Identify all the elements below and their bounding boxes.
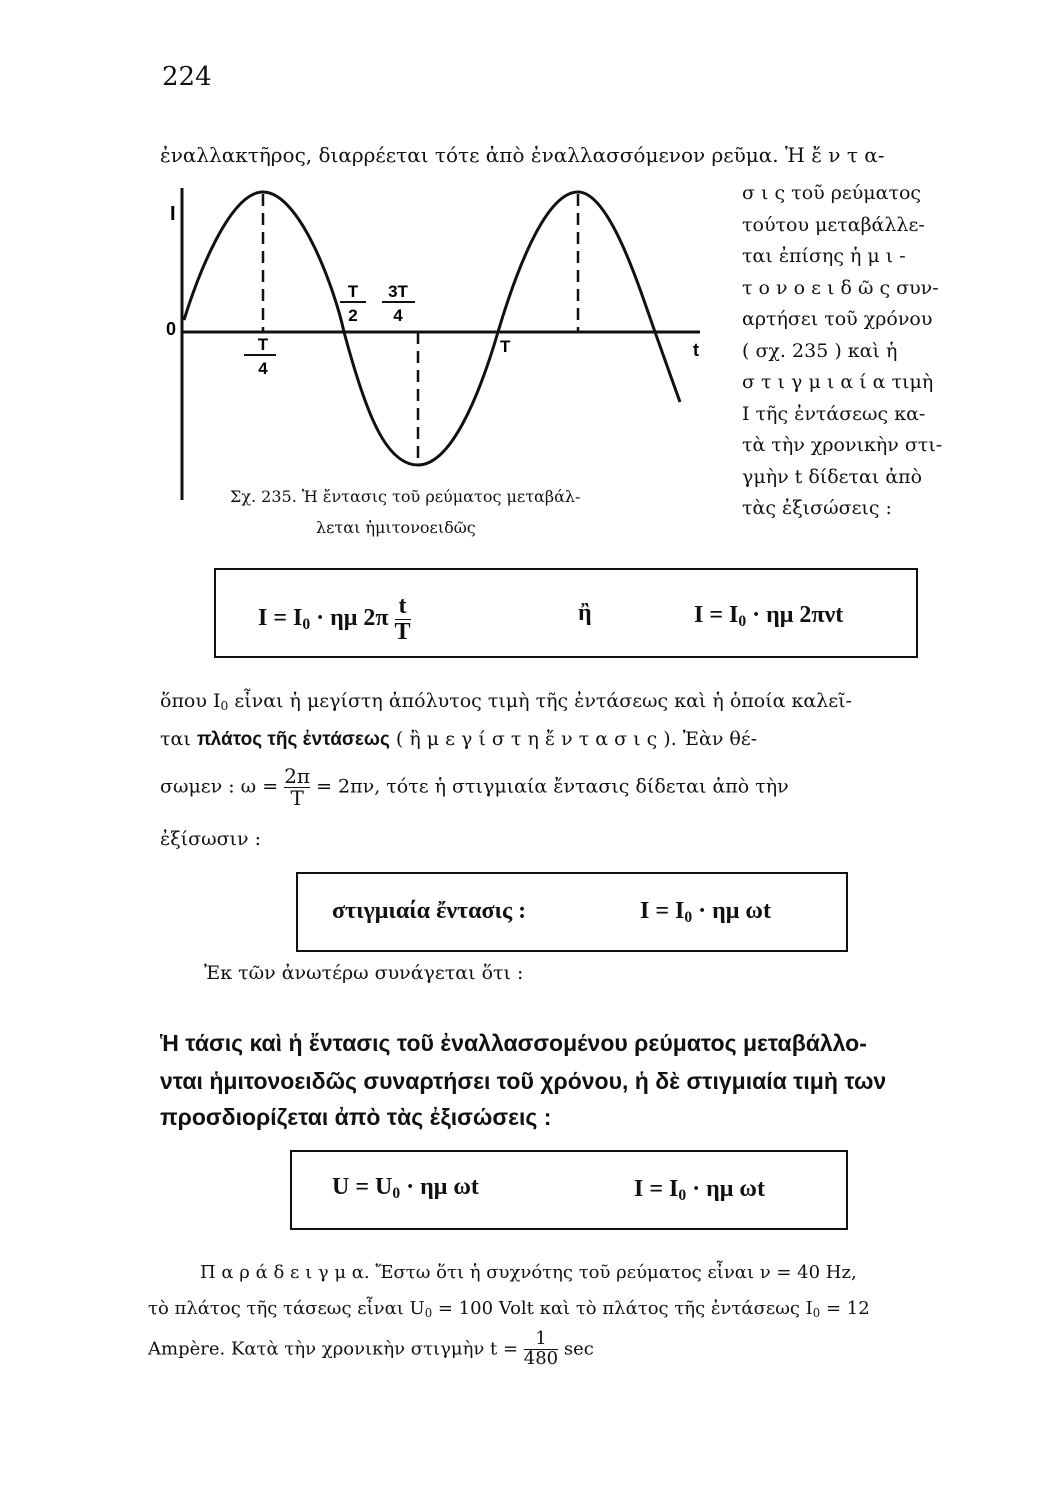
frac-t4-den: 4 [258, 359, 268, 378]
sine-wave-figure [160, 180, 700, 510]
formula1-left [258, 594, 411, 645]
para1-line2: ται πλάτος τῆς ἐντάσεως ( ἢ μ ε γ ί σ τ η ἔ ν τ α σ ι ς ). Ἐὰν θέ- [160, 728, 758, 750]
formula1-sub: 0 [302, 616, 311, 634]
side-line: τὰ τὴν χρονικὴν στι- [742, 434, 943, 456]
para1-line4: ἐξίσωσιν : [160, 828, 261, 850]
side-line: αρτήσει τοῦ χρόνου [742, 308, 933, 330]
side-text [742, 182, 982, 529]
example-line3: Ampère. Κατὰ τὴν χρονικὴν στιγμὴν t = $\frac{1}{480}$ sec [148, 1328, 594, 1369]
formula1-fraction: $\frac{t}{T}$ [394, 593, 411, 646]
formula-box-1 [214, 568, 918, 658]
formula-box-3 [290, 1150, 848, 1230]
formula2-equation: $I = I_0 \cdot \eta\mu$ ωt [640, 898, 771, 926]
formula1-mid: · ημ 2π [310, 605, 395, 632]
frac-t4-num: T [257, 335, 269, 354]
bold-para-line1: Ἡ τάσις καὶ ἡ ἔντασις τοῦ ἐναλλασσομένου ρεύματος μεταβάλλο- [160, 1030, 867, 1056]
frac-t2-num: T [347, 282, 359, 301]
frac-3t4-num: 3T [388, 282, 408, 301]
page-number: 224 [162, 62, 212, 92]
label-period-t: T [500, 337, 511, 356]
conclusion-intro: Ἐκ τῶν ἀνωτέρω συνάγεται ὅτι : [204, 962, 524, 984]
frac-t2-den: 2 [348, 306, 358, 325]
frac-3t4-den: 4 [393, 306, 403, 325]
axis-label-origin: 0 [166, 319, 177, 339]
para1-line3: σωμεν : ω = $\frac{2\pi}{T}$ = 2πν, τότε ἡ στιγμιαία ἔντασις δίδεται ἀπὸ τὴν [160, 764, 789, 810]
sine-curve [184, 192, 680, 465]
bold-para-line2: νται ἡμιτονοειδῶς συναρτήσει τοῦ χρόνου, ἡ δὲ στιγμιαία τιμὴ των [160, 1068, 887, 1094]
example-line1: Π α ρ ά δ ε ι γ μ α. Ἔστω ὅτι ἡ συχνότης τοῦ ρεύματος εἶναι ν = 40 Hz, [200, 1262, 857, 1283]
formula1-right: $I = I_0 \cdot \eta\mu$ 2πνt [694, 602, 844, 630]
side-line: ( σχ. 235 ) καὶ ἡ [742, 339, 898, 362]
side-line: τούτου μεταβάλλε- [742, 213, 925, 236]
side-line: σ τ ι γ μ ι α ί α τιμὴ [742, 371, 934, 393]
side-line: γμὴν t δίδεται ἀπὸ [742, 465, 923, 488]
axis-label-i: I [170, 203, 176, 225]
bold-para-line3: προσδιορίζεται ἀπὸ τὰς ἐξισώσεις : [160, 1104, 552, 1130]
formula-box-2 [296, 872, 848, 952]
side-line: τὰς ἐξισώσεις : [742, 497, 892, 519]
side-line: σ ι ς τοῦ ρεύματος [742, 182, 922, 204]
side-line: τ ο ν ο ε ι δ ῶ ς συν- [742, 276, 939, 299]
formula1-lhs: I = I [258, 605, 303, 632]
formula2-label: στιγμιαία ἔντασις : [332, 898, 527, 924]
formula3-current: $I = I_0 \cdot \eta\mu$ ωt [634, 1176, 765, 1204]
figure-caption-line2: λεται ἡμιτονοειδῶς [316, 518, 476, 537]
formula1-or: ἢ [578, 600, 592, 626]
para1-line1: ὅπου $I_0$ εἶναι ἡ μεγίστη ἀπόλυτος τιμὴ τῆς ἐντάσεως καὶ ἡ ὁποία καλεῖ- [160, 690, 852, 714]
figure-caption-line1: Σχ. 235. Ἡ ἔντασις τοῦ ρεύματος μεταβάλ- [230, 487, 581, 506]
formula3-voltage: $U = U_0 \cdot \eta\mu$ ωt [332, 1174, 479, 1202]
side-line: ται ἐπίσης ἡ μ ι - [742, 245, 906, 267]
intro-line: ἐναλλακτῆρος, διαρρέεται τότε ἀπὸ ἐναλλασσόμενον ρεῦμα. Ἡ ἔ ν τ α- [160, 143, 885, 167]
example-line2: τὸ πλάτος τῆς τάσεως εἶναι $U_0 = 100$ Volt καὶ τὸ πλάτος τῆς ἐντάσεως $I_0 = 12$ [148, 1298, 870, 1320]
axis-label-t: t [693, 340, 699, 360]
side-line: I τῆς ἐντάσεως κα- [742, 402, 926, 425]
